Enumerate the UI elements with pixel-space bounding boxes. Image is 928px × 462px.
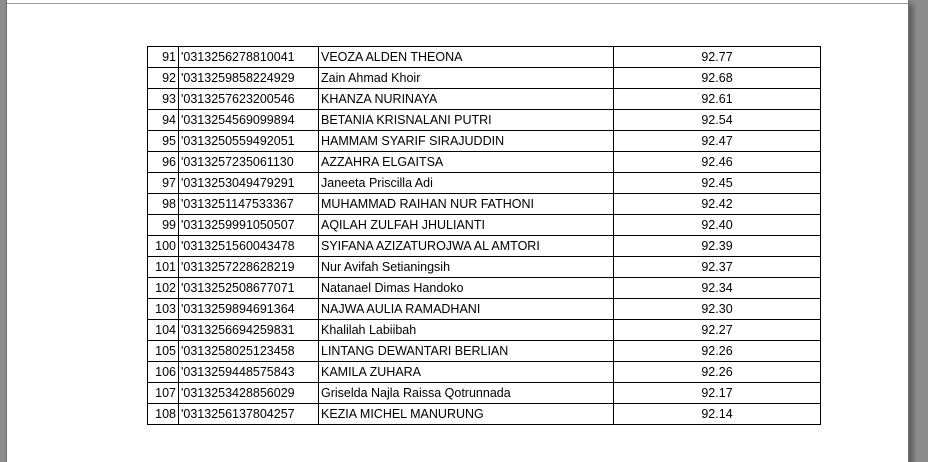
student-id-cell: '0313259448575843 xyxy=(179,362,319,383)
rank-number-cell: 92 xyxy=(148,68,179,89)
rank-number-cell: 91 xyxy=(148,47,179,68)
score-cell: 92.77 xyxy=(614,47,821,68)
student-id-cell: '0313256694259831 xyxy=(179,320,319,341)
table-row xyxy=(148,215,821,236)
score-cell: 92.46 xyxy=(614,152,821,173)
student-id-cell: '0313259991050507 xyxy=(179,215,319,236)
table-row xyxy=(148,299,821,320)
score-cell: 92.30 xyxy=(614,299,821,320)
table-row xyxy=(148,404,821,425)
rank-number-cell: 100 xyxy=(148,236,179,257)
rank-number-cell: 106 xyxy=(148,362,179,383)
table-row xyxy=(148,383,821,404)
rank-number-cell: 95 xyxy=(148,131,179,152)
rank-number-cell: 102 xyxy=(148,278,179,299)
score-cell: 92.45 xyxy=(614,173,821,194)
rank-number-cell: 101 xyxy=(148,257,179,278)
student-id-cell: '0313251147533367 xyxy=(179,194,319,215)
rank-number-cell: 104 xyxy=(148,320,179,341)
page-top-divider xyxy=(7,3,908,4)
student-name-cell: LINTANG DEWANTARI BERLIAN xyxy=(319,341,614,362)
student-id-cell: '0313253428856029 xyxy=(179,383,319,404)
score-cell: 92.34 xyxy=(614,278,821,299)
student-name-cell: SYIFANA AZIZATUROJWA AL AMTORI xyxy=(319,236,614,257)
student-name-cell: KEZIA MICHEL MANURUNG xyxy=(319,404,614,425)
student-id-cell: '0313256278810041 xyxy=(179,47,319,68)
student-id-cell: '0313253049479291 xyxy=(179,173,319,194)
score-cell: 92.54 xyxy=(614,110,821,131)
score-cell: 92.26 xyxy=(614,362,821,383)
table-row xyxy=(148,194,821,215)
table-row xyxy=(148,341,821,362)
document-page xyxy=(6,0,909,462)
table-row xyxy=(148,110,821,131)
rank-number-cell: 108 xyxy=(148,404,179,425)
student-name-cell: AQILAH ZULFAH JHULIANTI xyxy=(319,215,614,236)
table-row xyxy=(148,47,821,68)
table-row xyxy=(148,320,821,341)
student-id-cell: '0313256137804257 xyxy=(179,404,319,425)
table-row xyxy=(148,236,821,257)
rank-number-cell: 93 xyxy=(148,89,179,110)
student-name-cell: HAMMAM SYARIF SIRAJUDDIN xyxy=(319,131,614,152)
student-id-cell: '0313250559492051 xyxy=(179,131,319,152)
student-id-cell: '0313254569099894 xyxy=(179,110,319,131)
student-name-cell: Khalilah Labiibah xyxy=(319,320,614,341)
score-cell: 92.42 xyxy=(614,194,821,215)
score-cell: 92.39 xyxy=(614,236,821,257)
ranking-table xyxy=(147,46,821,425)
table-row xyxy=(148,89,821,110)
student-id-cell: '0313258025123458 xyxy=(179,341,319,362)
table-row xyxy=(148,257,821,278)
table-row xyxy=(148,362,821,383)
student-name-cell: Zain Ahmad Khoir xyxy=(319,68,614,89)
table-row xyxy=(148,152,821,173)
rank-number-cell: 97 xyxy=(148,173,179,194)
student-name-cell: BETANIA KRISNALANI PUTRI xyxy=(319,110,614,131)
student-id-cell: '0313251560043478 xyxy=(179,236,319,257)
score-cell: 92.14 xyxy=(614,404,821,425)
student-id-cell: '0313257228628219 xyxy=(179,257,319,278)
student-name-cell: Janeeta Priscilla Adi xyxy=(319,173,614,194)
rank-number-cell: 103 xyxy=(148,299,179,320)
student-id-cell: '0313259894691364 xyxy=(179,299,319,320)
rank-number-cell: 94 xyxy=(148,110,179,131)
ranking-table-body xyxy=(148,47,821,425)
score-cell: 92.37 xyxy=(614,257,821,278)
student-id-cell: '0313257623200546 xyxy=(179,89,319,110)
rank-number-cell: 96 xyxy=(148,152,179,173)
score-cell: 92.47 xyxy=(614,131,821,152)
score-cell: 92.40 xyxy=(614,215,821,236)
student-id-cell: '0313257235061130 xyxy=(179,152,319,173)
table-row xyxy=(148,68,821,89)
student-id-cell: '0313259858224929 xyxy=(179,68,319,89)
student-name-cell: Griselda Najla Raissa Qotrunnada xyxy=(319,383,614,404)
student-name-cell: KAMILA ZUHARA xyxy=(319,362,614,383)
rank-number-cell: 107 xyxy=(148,383,179,404)
student-name-cell: AZZAHRA ELGAITSA xyxy=(319,152,614,173)
score-cell: 92.17 xyxy=(614,383,821,404)
table-row xyxy=(148,173,821,194)
rank-number-cell: 99 xyxy=(148,215,179,236)
score-cell: 92.27 xyxy=(614,320,821,341)
student-id-cell: '0313252508677071 xyxy=(179,278,319,299)
table-row xyxy=(148,278,821,299)
rank-number-cell: 98 xyxy=(148,194,179,215)
student-name-cell: KHANZA NURINAYA xyxy=(319,89,614,110)
student-name-cell: MUHAMMAD RAIHAN NUR FATHONI xyxy=(319,194,614,215)
student-name-cell: Natanael Dimas Handoko xyxy=(319,278,614,299)
score-cell: 92.61 xyxy=(614,89,821,110)
student-name-cell: NAJWA AULIA RAMADHANI xyxy=(319,299,614,320)
table-row xyxy=(148,131,821,152)
student-name-cell: Nur Avifah Setianingsih xyxy=(319,257,614,278)
score-cell: 92.26 xyxy=(614,341,821,362)
rank-number-cell: 105 xyxy=(148,341,179,362)
score-cell: 92.68 xyxy=(614,68,821,89)
student-name-cell: VEOZA ALDEN THEONA xyxy=(319,47,614,68)
